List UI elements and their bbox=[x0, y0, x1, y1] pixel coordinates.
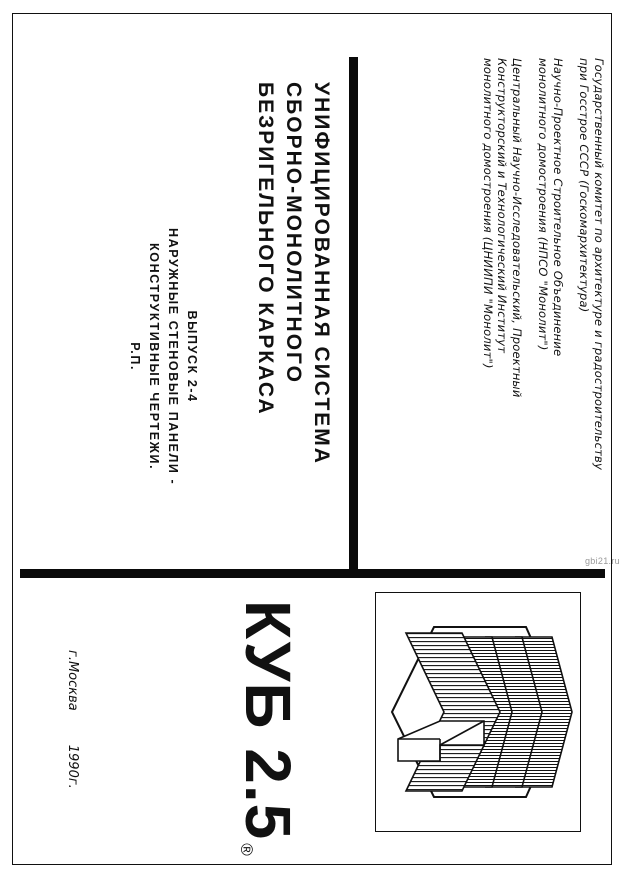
imprint-year: 1990г. bbox=[65, 744, 80, 789]
header-line-4: монолитного домостроения (НПСО "Монолит") bbox=[536, 58, 551, 351]
header-line-3: Научно-Проектное Строительное Объединение bbox=[551, 58, 565, 357]
title-line-3: БЕЗРИГЕЛЬНОГО КАРКАСА bbox=[254, 82, 277, 416]
issue-subtitle-block bbox=[125, 228, 201, 485]
logo-box bbox=[375, 592, 581, 832]
header-line-6: Конструкторский и Технологический Институт bbox=[495, 58, 510, 354]
header-line-7: монолитного домостроения (ЦНИИПИ "Монолит") bbox=[481, 58, 495, 369]
watermark-text: gbi21.ru bbox=[585, 556, 620, 566]
horizontal-divider-rule bbox=[20, 569, 605, 578]
issue-stage-code: Р.П. bbox=[128, 342, 142, 372]
header-line-2: при Госстрое СССР (Госкомархитектура) bbox=[577, 58, 592, 313]
header-line-5: Центральный Научно-Исследовательский, Проектный bbox=[510, 58, 524, 398]
imprint-line bbox=[65, 650, 80, 789]
brand-name bbox=[232, 600, 304, 856]
chevron-stack-logo-icon bbox=[376, 593, 580, 831]
header-line-1: Государственный комитет по архитектуре и градостроительству bbox=[592, 58, 606, 470]
title-line-2: СБОРНО-МОНОЛИТНОГО bbox=[282, 82, 305, 385]
brand-name-text: КУБ 2.5 bbox=[232, 600, 304, 841]
page-title bbox=[251, 82, 335, 465]
issue-description-line-1: НАРУЖНЫЕ СТЕНОВЫЕ ПАНЕЛИ - bbox=[166, 228, 180, 486]
issue-description-line-2: КОНСТРУКТИВНЫЕ ЧЕРТЕЖИ. bbox=[147, 243, 161, 471]
title-line-1: УНИФИЦИРОВАННАЯ СИСТЕМА bbox=[310, 82, 333, 465]
registered-trademark-icon: ® bbox=[237, 843, 256, 856]
imprint-city: г.Москва bbox=[65, 650, 80, 711]
issue-number: ВЫПУСК 2-4 bbox=[185, 310, 199, 403]
vertical-divider-rule bbox=[349, 57, 358, 576]
